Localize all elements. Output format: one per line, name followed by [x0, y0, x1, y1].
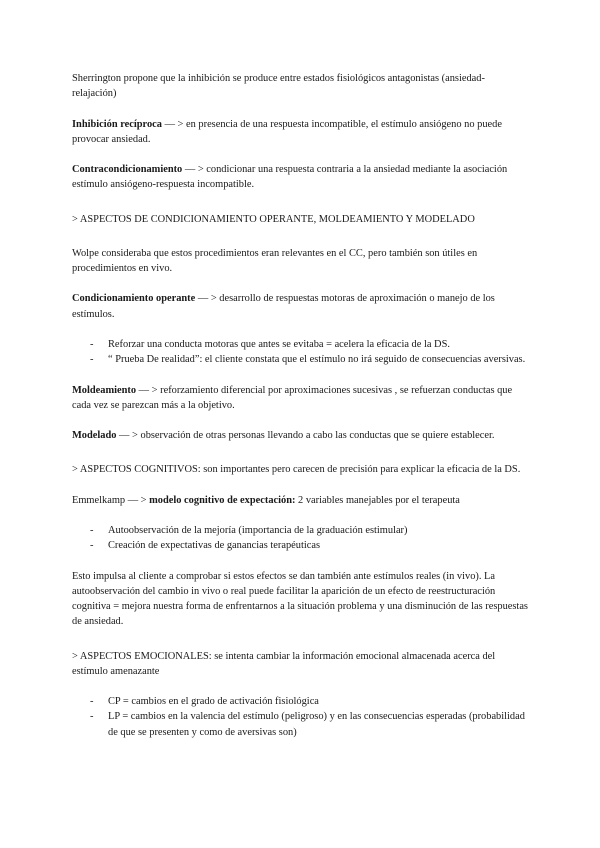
definition-inhibicion-reciproca: — > en presencia de una respuesta incompatible, el estímulo ansiógeno no puede provocar ansiedad.: [72, 118, 502, 145]
bullet-marker: -: [90, 354, 94, 366]
term-modelo-cognitivo: modelo cognitivo de expectación:: [149, 494, 296, 506]
section-heading-emocionales: > ASPECTOS EMOCIONALES: se intenta cambiar la información emocional almacenada acerca del estímulo amenazante: [72, 650, 496, 677]
list-item-text: LP = cambios en la valencia del estímulo (peligroso) y en las consecuencias esperadas (probabilidad de que se presenten y como de aversivas son): [108, 711, 525, 738]
paragraph-sherrington: Sherrington propone que la inhibición se produce entre estados fisiológicos antagonistas (ansiedad-relajación): [72, 73, 485, 100]
list-item: [72, 694, 528, 709]
paragraph-emmelkamp: [72, 493, 528, 508]
bullet-marker: -: [90, 338, 94, 350]
term-inhibicion-reciproca: Inhibición recíproca: [72, 118, 162, 130]
definition-modelado: — > observación de otras personas llevando a cabo las conductas que se quiere establecer.: [116, 430, 495, 442]
list-item: [72, 709, 528, 739]
term-modelado: Modelado: [72, 430, 117, 442]
bullet-marker: -: [90, 711, 94, 723]
list-item: [72, 352, 528, 367]
list-item: [72, 337, 528, 352]
paragraph-modelado: [72, 428, 528, 443]
paragraph-condicionamiento-operante: [72, 291, 528, 321]
list-item-text: CP = cambios en el grado de activación fisiológica: [108, 696, 319, 708]
term-contracondicionamiento: Contracondicionamiento: [72, 164, 183, 176]
section-heading-operante: > ASPECTOS DE CONDICIONAMIENTO OPERANTE, MOLDEAMIENTO Y MODELADO: [72, 213, 475, 225]
bullet-marker: -: [90, 696, 94, 708]
paragraph-impulsa: Esto impulsa al cliente a comprobar si estos efectos se dan también ante estímulos reales (in vivo). La autoobservación del cambio in vivo o real puede facilitar la aparición de un efecto de reestructuración cognitiva = mejora nuestra forma de enfrentarnos a la situación problema y una disminución de las respuestas de ansiedad.: [72, 570, 528, 628]
list-item-text: Autoobservación de la mejoría (importancia de la graduación estimular): [108, 525, 408, 537]
section-heading-cognitivos: > ASPECTOS COGNITIVOS: son importantes pero carecen de precisión para explicar la eficacia de la DS.: [72, 464, 521, 476]
definition-moldeamiento: — > reforzamiento diferencial por aproximaciones sucesivas , se refuerzan conductas que cada vez se parezcan más a la objetivo.: [72, 384, 513, 411]
term-moldeamiento: Moldeamiento: [72, 384, 137, 396]
definition-condicionamiento-operante: — > desarrollo de respuestas motoras de aproximación o manejo de los estímulos.: [72, 293, 495, 320]
list-item-text: Reforzar una conducta motoras que antes se evitaba = acelera la eficacia de la DS.: [108, 338, 450, 350]
list-item: [72, 523, 528, 538]
paragraph-moldeamiento: [72, 383, 528, 413]
paragraph-wolpe: Wolpe consideraba que estos procedimientos eran relevantes en el CC, pero también son útiles en procedimientos en vivo.: [72, 247, 478, 274]
list-emocionales: [72, 694, 528, 740]
list-item-text: “ Prueba De realidad”: el cliente constata que el estímulo no irá seguido de consecuencias aversivas.: [108, 354, 526, 366]
list-cognitivos: [72, 523, 528, 553]
bullet-marker: -: [90, 540, 94, 552]
paragraph-inhibicion-reciproca: [72, 117, 528, 147]
list-item-text: Creación de expectativas de ganancias terapéuticas: [108, 540, 321, 552]
list-item: [72, 538, 528, 553]
bullet-marker: -: [90, 525, 94, 537]
emmelkamp-prefix: Emmelkamp — >: [72, 494, 150, 506]
term-condicionamiento-operante: Condicionamiento operante: [72, 293, 196, 305]
emmelkamp-text: 2 variables manejables por el terapeuta: [295, 494, 460, 506]
definition-contracondicionamiento: — > condicionar una respuesta contraria a la ansiedad mediante la asociación estímulo ansiógeno-respuesta incompatible.: [72, 164, 508, 191]
list-operante: [72, 337, 528, 367]
paragraph-contracondicionamiento: [72, 162, 528, 192]
